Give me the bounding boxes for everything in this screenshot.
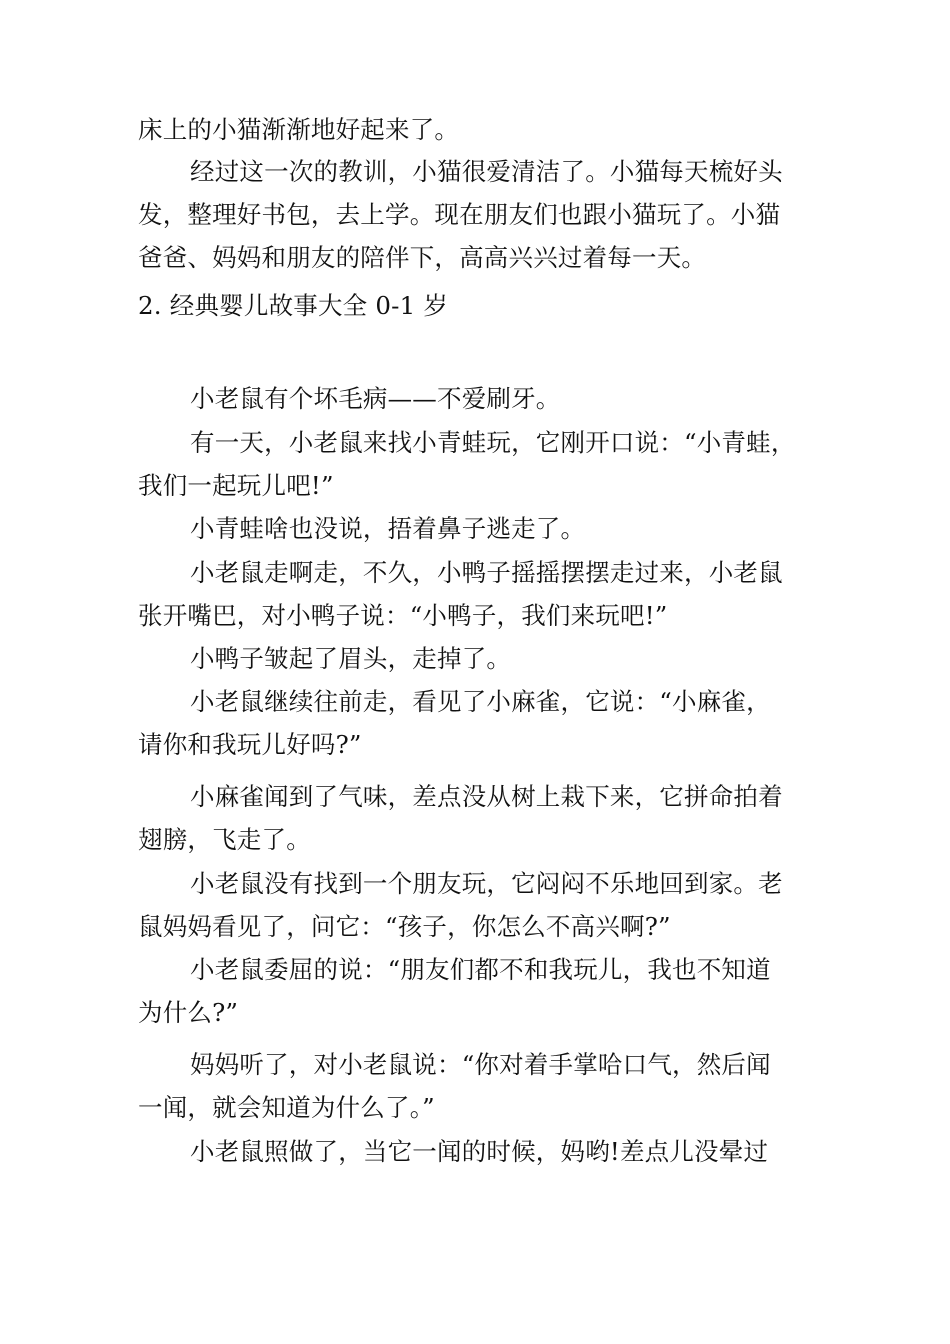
text-line: 爸爸、妈妈和朋友的陪伴下，高高兴兴过着每一天。 bbox=[138, 243, 707, 272]
text-line: 经过这一次的教训，小猫很爱清洁了。小猫每天梳好头 bbox=[190, 157, 783, 186]
text-line: 张开嘴巴，对小鸭子说：“小鸭子，我们来玩吧!” bbox=[138, 601, 668, 630]
section-heading: 2. 经典婴儿故事大全 0-1 岁 bbox=[138, 291, 449, 320]
text-line: 小老鼠照做了，当它一闻的时候，妈哟!差点儿没晕过 bbox=[190, 1137, 769, 1166]
text-line: 床上的小猫渐渐地好起来了。 bbox=[138, 115, 460, 144]
text-line: 有一天，小老鼠来找小青蛙玩，它刚开口说：“小青蛙， bbox=[190, 428, 796, 457]
text-line: 鼠妈妈看见了，问它：“孩子，你怎么不高兴啊?” bbox=[138, 912, 671, 941]
text-line: 一闻，就会知道为什么了。” bbox=[138, 1093, 435, 1122]
text-line: 小青蛙啥也没说，捂着鼻子逃走了。 bbox=[190, 514, 586, 543]
text-line: 翅膀，飞走了。 bbox=[138, 825, 311, 854]
text-line: 小老鼠有个坏毛病——不爱刷牙。 bbox=[190, 384, 561, 413]
text-line: 小老鼠没有找到一个朋友玩，它闷闷不乐地回到家。老 bbox=[190, 869, 783, 898]
text-line: 请你和我玩儿好吗?” bbox=[138, 730, 362, 759]
text-line: 妈妈听了，对小老鼠说：“你对着手掌哈口气，然后闻 bbox=[190, 1050, 771, 1079]
text-line: 小老鼠走啊走，不久，小鸭子摇摇摆摆走过来，小老鼠 bbox=[190, 558, 783, 587]
text-line: 小老鼠继续往前走，看见了小麻雀，它说：“小麻雀， bbox=[190, 687, 771, 716]
text-line: 小麻雀闻到了气味，差点没从树上栽下来，它拼命拍着 bbox=[190, 782, 783, 811]
text-line: 小鸭子皱起了眉头，走掉了。 bbox=[190, 644, 512, 673]
text-line: 我们一起玩儿吧!” bbox=[138, 471, 334, 500]
text-line: 为什么?” bbox=[138, 998, 239, 1027]
text-line: 小老鼠委屈的说：“朋友们都不和我玩儿，我也不知道 bbox=[190, 955, 771, 984]
text-line: 发，整理好书包，去上学。现在朋友们也跟小猫玩了。小猫 bbox=[138, 200, 781, 229]
